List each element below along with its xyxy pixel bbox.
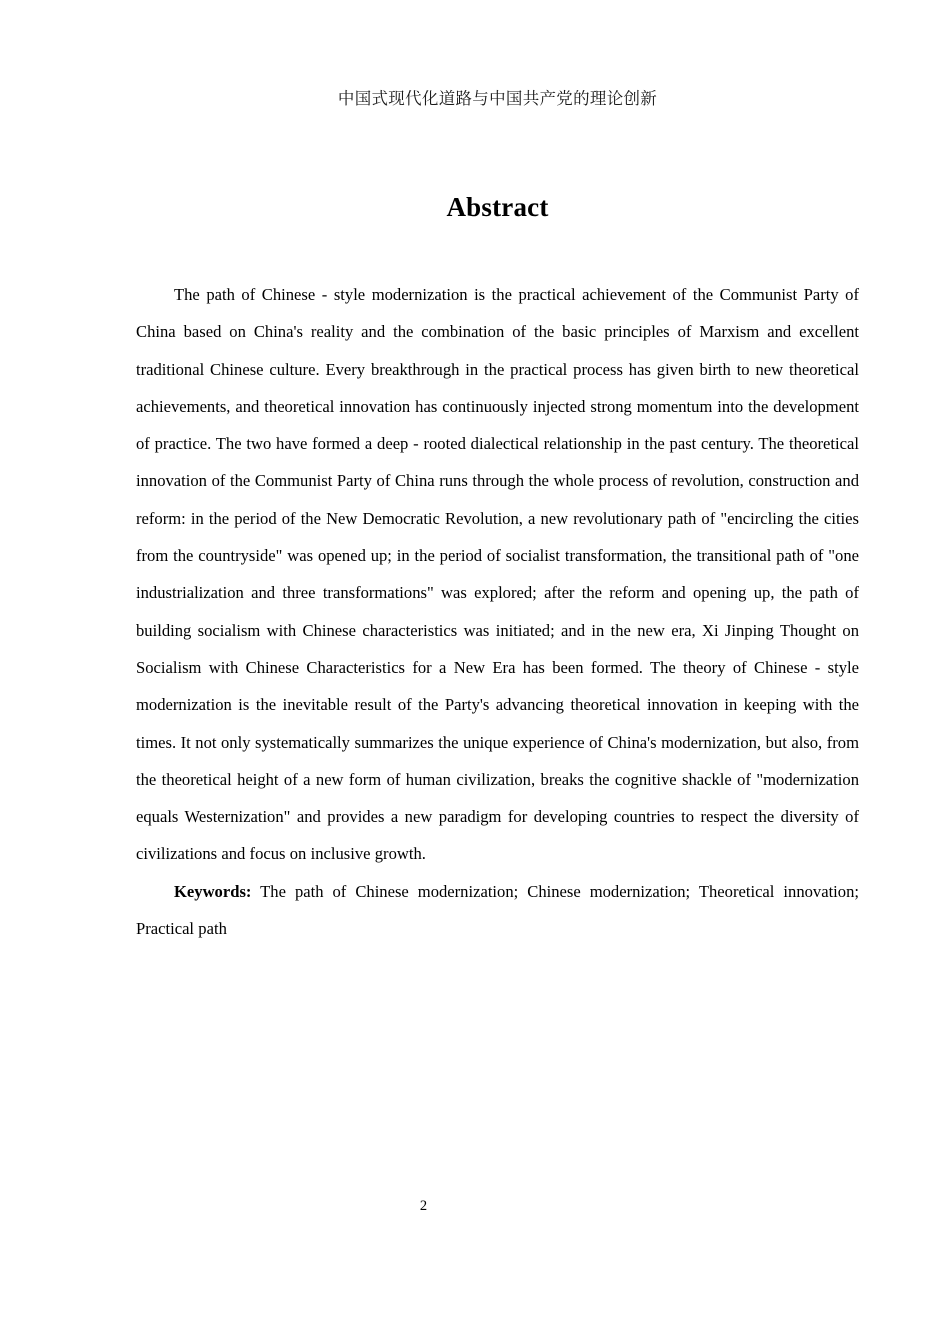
keywords-spacer — [251, 882, 260, 901]
keywords-value: The path of Chinese modernization; Chinese modernization; Theoretical innovation; Practical path — [136, 881, 859, 939]
keywords-label: Keywords: — [174, 881, 252, 901]
keywords-paragraph — [136, 873, 859, 948]
running-header: 中国式现代化道路与中国共产党的理论创新 — [337, 89, 658, 108]
abstract-body — [136, 276, 859, 947]
abstract-paragraph: The path of Chinese - style modernization is the practical achievement of the Communist Party of China based on China's reality and the combination of the basic principles of Marxism and excellent traditional Chinese culture. Every breakthrough in the practical process has given birth to new theoretical achievements, and theoretical innovation has continuously injected strong momentum into the development of practice. The two have formed a deep - rooted dialectical relationship in the past century. The theoretical innovation of the Communist Party of China runs through the whole process of revolution, construction and reform: in the period of the New Democratic Revolution, a new revolutionary path of "encircling the cities from the countryside" was opened up; in the period of socialist transformation, the transitional path of "one industrialization and three transformations" was explored; after the reform and opening up, the path of building socialism with Chinese characteristics was initiated; and in the new era, Xi Jinping Thought on Socialism with Chinese Characteristics for a New Era has been formed. The theory of Chinese - style modernization is the inevitable result of the Party's advancing theoretical innovation in keeping with the times. It not only systematically summarizes the unique experience of China's modernization, but also, from the theoretical height of a new form of human civilization, breaks the cognitive shackle of "modernization equals Westernization" and provides a new paradigm for developing countries to respect the diversity of civilizations and focus on inclusive growth. — [136, 285, 859, 864]
page-number: 2 — [419, 1198, 428, 1214]
page-title: Abstract — [446, 192, 549, 223]
